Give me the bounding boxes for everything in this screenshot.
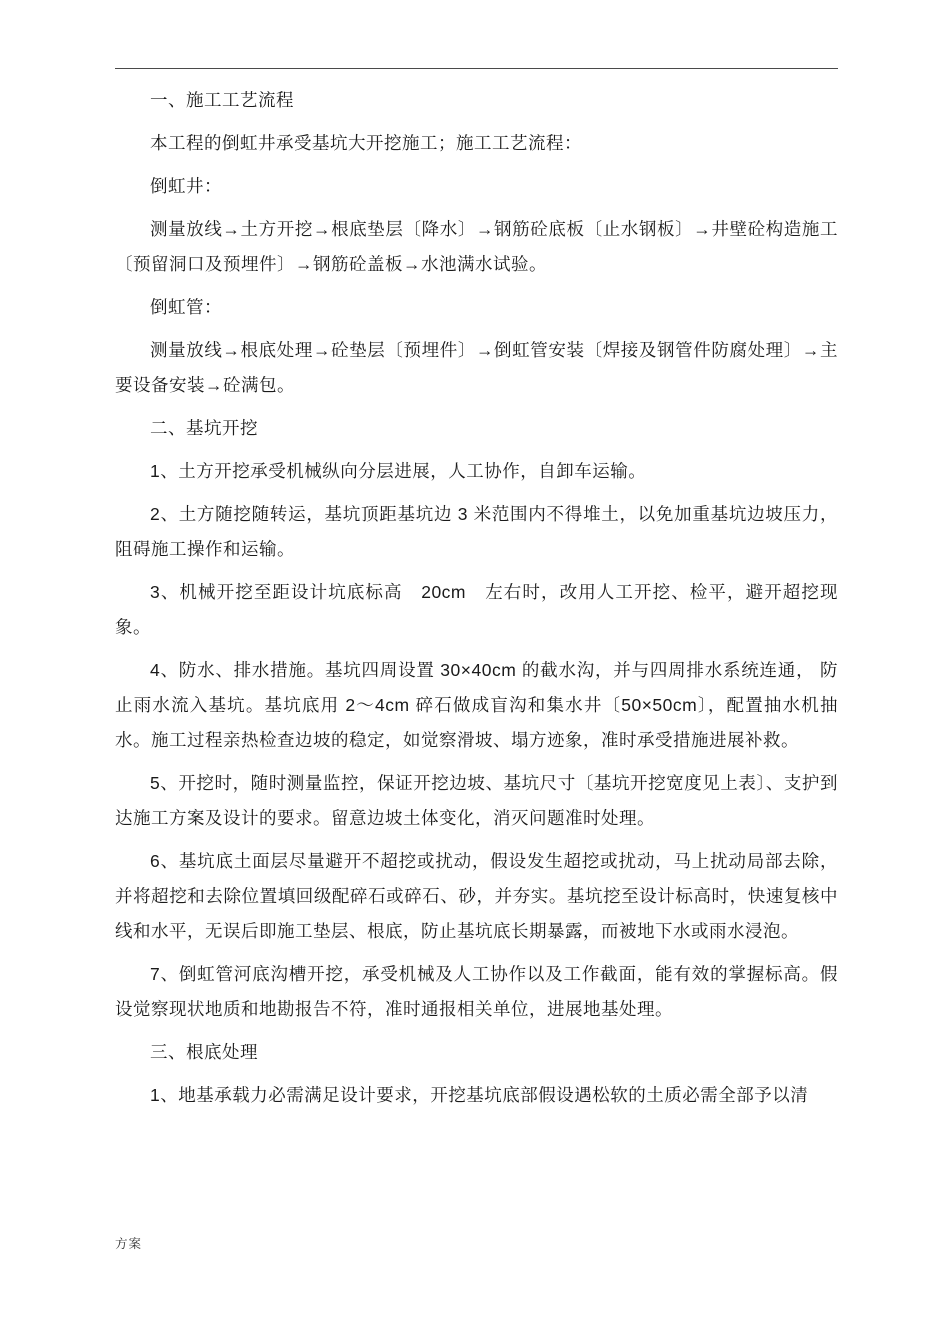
paragraph: 倒虹管： — [150, 297, 222, 317]
paragraph: 测量放线→土方开挖→根底垫层〔降水〕→钢筋砼底板〔止水钢板〕→井壁砼构造施工〔预留洞口及预埋件〕→钢筋砼盖板→水池满水试验。 — [115, 219, 838, 274]
paragraph: 本工程的倒虹井承受基坑大开挖施工；施工工艺流程： — [150, 133, 582, 153]
page-footer-label: 方案 — [115, 1237, 143, 1251]
paragraph: 3、机械开挖至距设计坑底标高 20cm 左右时，改用人工开挖、检平，避开超挖现象。 — [115, 582, 838, 637]
paragraph: 2、土方随挖随转运，基坑顶距基坑边 3 米范围内不得堆土，以免加重基坑边坡压力，阻碍施工操作和运输。 — [115, 504, 838, 559]
paragraph: 6、基坑底土面层尽量避开不超挖或扰动，假设发生超挖或扰动，马上扰动局部去除， 并将超挖和去除位置填回级配碎石或碎石、砂，并夯实。基坑挖至设计标高时，快速复核中线和水平，无误后即施工垫层、根底，防止基坑底长期暴露，而被地下水或雨水浸泡。 — [115, 851, 838, 941]
paragraph: 1、地基承载力必需满足设计要求，开挖基坑底部假设遇松软的土质必需全部予以清 — [150, 1085, 809, 1105]
document-body — [115, 83, 838, 1113]
paragraph: 测量放线→根底处理→砼垫层〔预埋件〕→倒虹管安装〔焊接及钢管件防腐处理〕→主要设备安装→砼满包。 — [115, 340, 838, 395]
paragraph: 5、开挖时，随时测量监控，保证开挖边坡、基坑尺寸〔基坑开挖宽度见上表〕、支护到达施工方案及设计的要求。留意边坡土体变化，消灭问题准时处理。 — [115, 773, 838, 828]
section-heading: 三、根底处理 — [150, 1042, 258, 1062]
section-heading: 二、基坑开挖 — [150, 418, 258, 438]
header-rule — [115, 68, 838, 69]
paragraph: 倒虹井： — [150, 176, 222, 196]
section-heading: 一、施工工艺流程 — [150, 90, 294, 110]
paragraph: 1、土方开挖承受机械纵向分层进展，人工协作，自卸车运输。 — [150, 461, 647, 481]
paragraph: 7、倒虹管河底沟槽开挖，承受机械及人工协作以及工作截面，能有效的掌握标高。假设觉察现状地质和地勘报告不符，准时通报相关单位，进展地基处理。 — [115, 964, 838, 1019]
paragraph: 4、防水、排水措施。基坑四周设置 30×40cm 的截水沟，并与四周排水系统连通， 防止雨水流入基坑。基坑底用 2～4cm 碎石做成盲沟和集水井〔50×50cm〕，配置抽水机抽水。施工过程亲热检查边坡的稳定，如觉察滑坡、塌方迹象，准时承受措施进展补救。 — [115, 660, 838, 750]
